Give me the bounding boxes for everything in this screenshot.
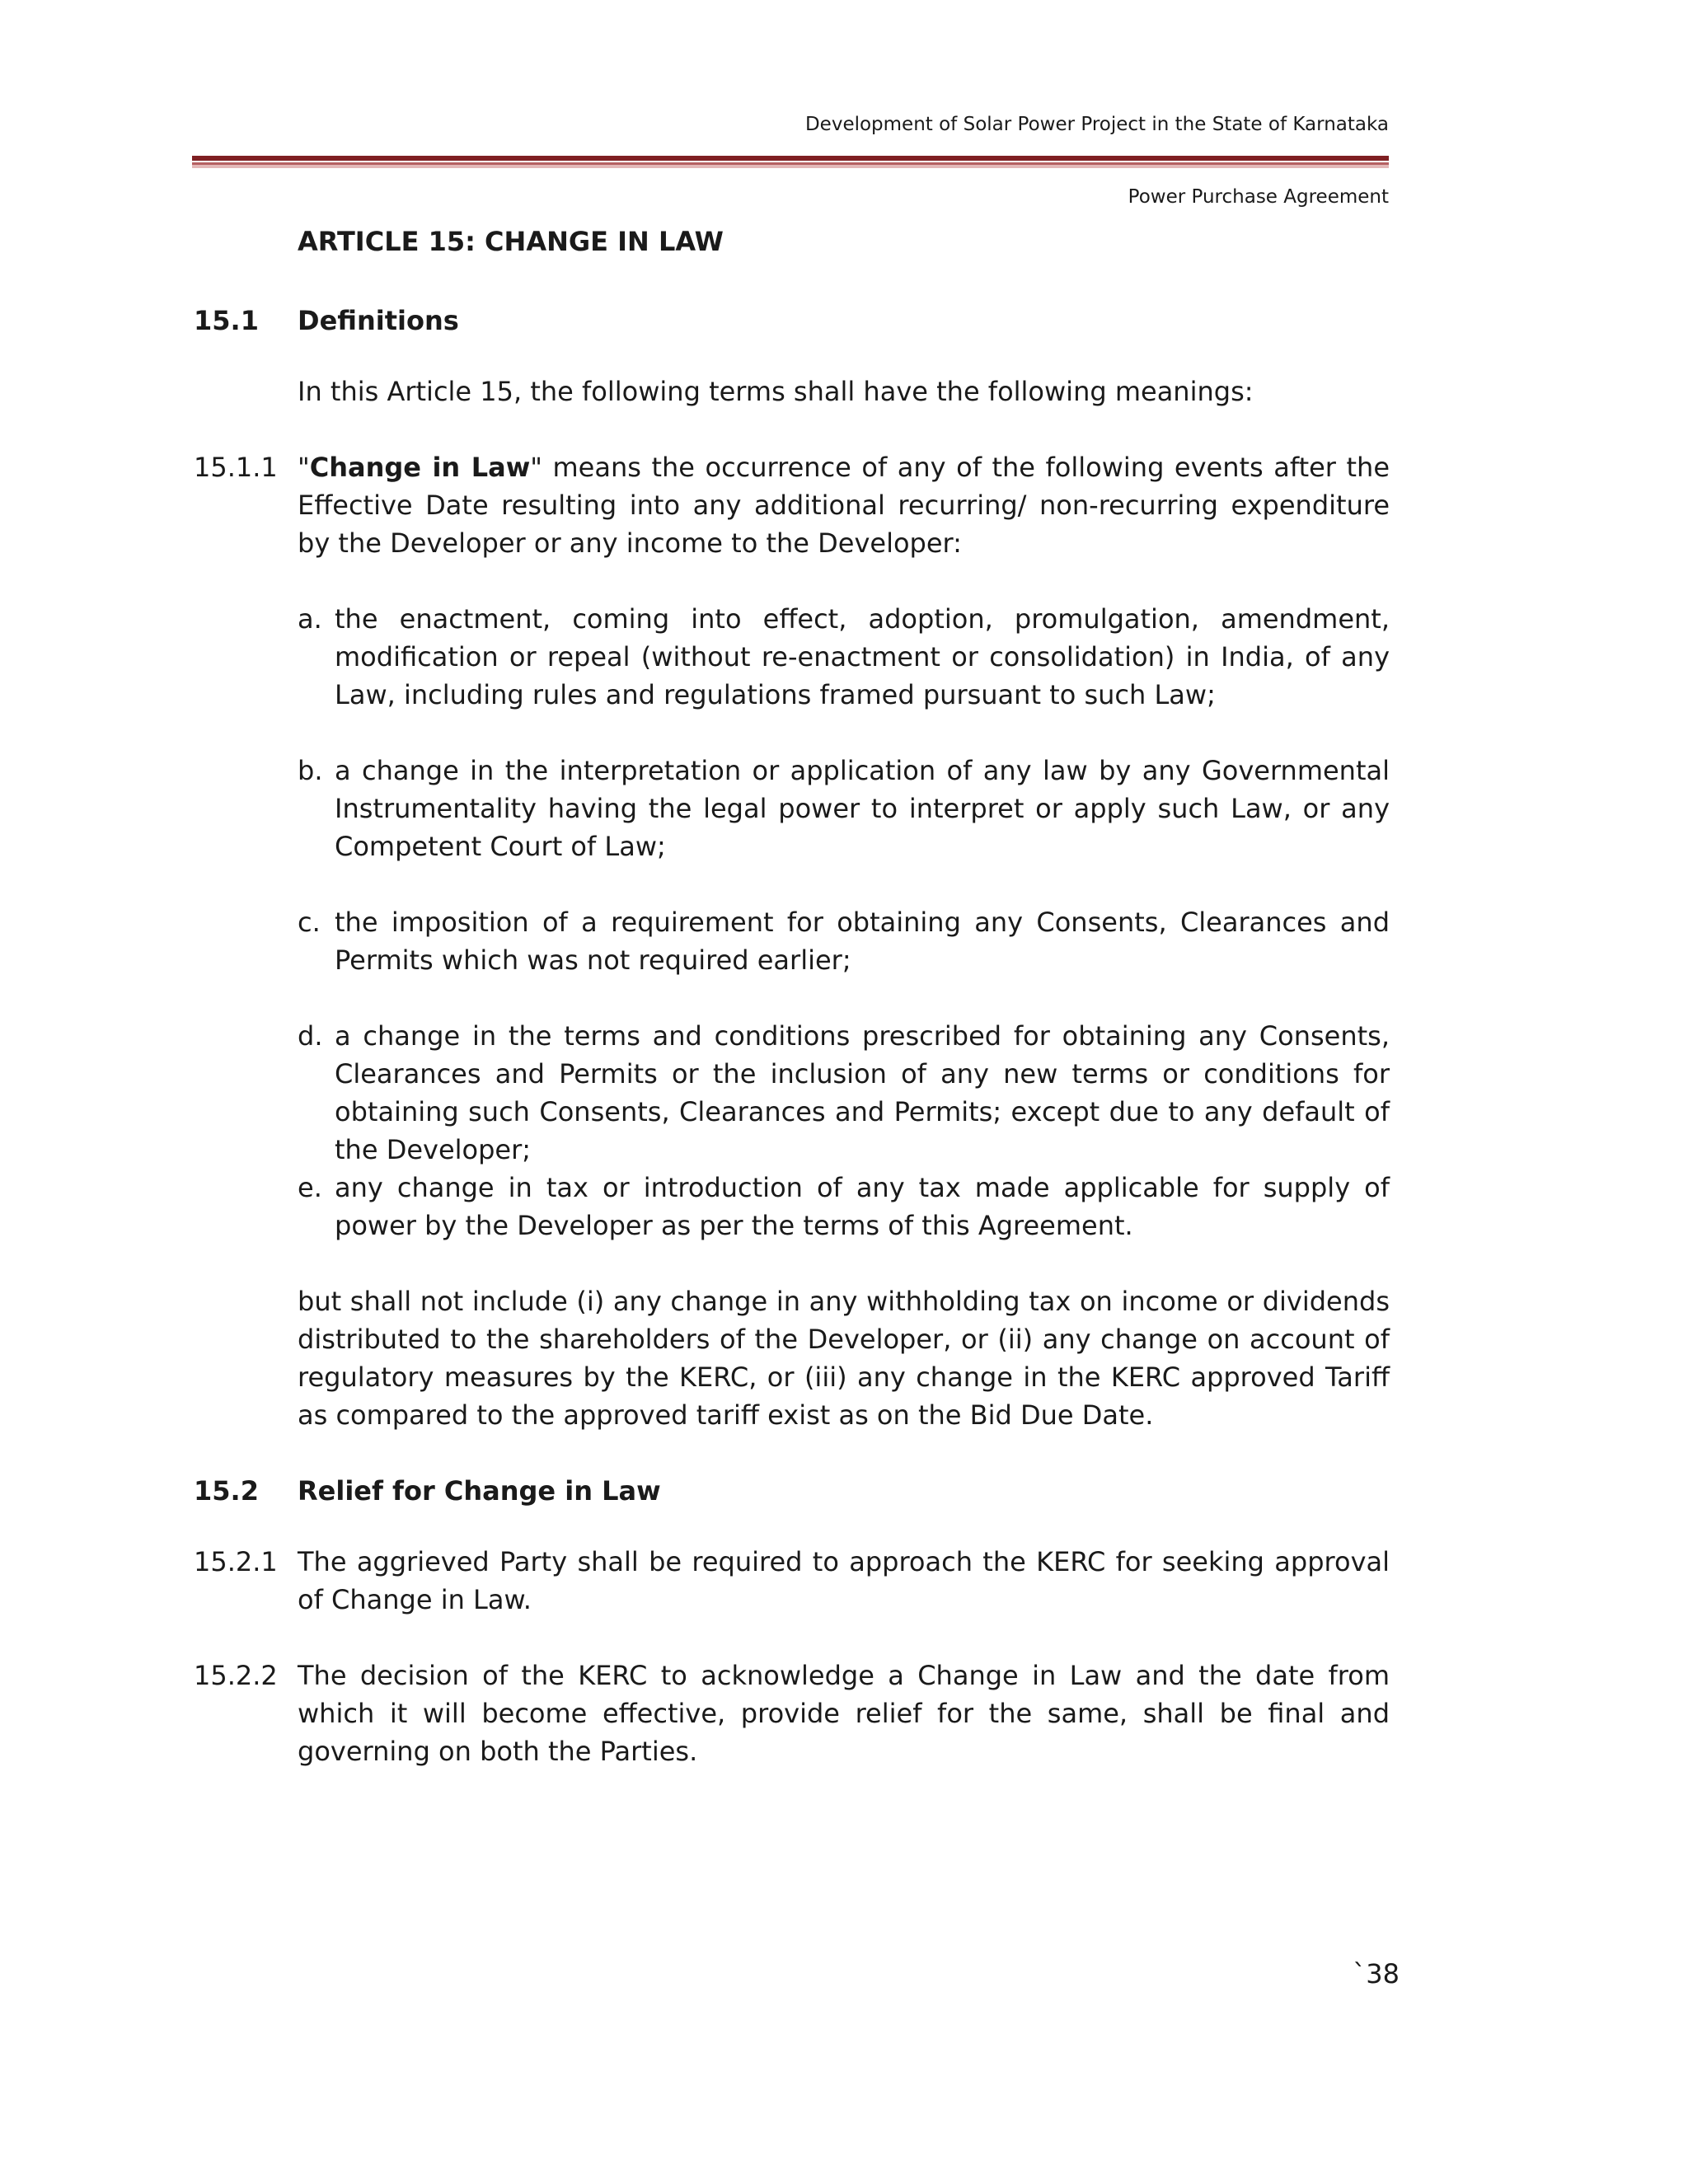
page-number: `38 xyxy=(1353,1958,1400,1990)
clause-number-15-1-1: 15.1.1 xyxy=(194,452,278,483)
list-item-text: the imposition of a requirement for obtaining any Consents, Clearances and Permits which was not required earlier; xyxy=(335,907,1390,976)
list-item-text: the enactment, coming into effect, adoption, promulgation, amendment, modification or repeal (without re-enactment or consolidation) in India, of any Law, including rules and regulations framed pursuant to such Law; xyxy=(335,603,1390,710)
list-item-d xyxy=(298,1017,1390,1169)
list-item-label: d. xyxy=(298,1020,323,1052)
clause-15-2-1-text: The aggrieved Party shall be required to approach the KERC for seeking approval of Change in Law. xyxy=(298,1546,1390,1615)
change-in-law-definition xyxy=(298,448,1390,562)
list-item-label: a. xyxy=(298,603,322,635)
section-heading-definitions: Definitions xyxy=(298,305,459,336)
list-item-label: c. xyxy=(298,907,321,938)
list-item-text: a change in the interpretation or application of any law by any Governmental Instrumentality having the legal power to interpret or apply such Law, or any Competent Court of Law; xyxy=(335,755,1390,862)
list-item-e xyxy=(298,1169,1390,1244)
list-item-label: e. xyxy=(298,1172,322,1203)
list-item-c xyxy=(298,903,1390,979)
definitions-intro: In this Article 15, the following terms shall have the following meanings: xyxy=(298,376,1254,407)
running-header-subtitle: Power Purchase Agreement xyxy=(1128,186,1389,208)
quote-close: " xyxy=(530,452,542,483)
list-item-label: b. xyxy=(298,755,323,786)
clause-number-15-2-2: 15.2.2 xyxy=(194,1660,278,1691)
article-title: ARTICLE 15: CHANGE IN LAW xyxy=(298,226,724,257)
list-item-a xyxy=(298,600,1390,714)
list-item-text: any change in tax or introduction of any tax made applicable for supply of power by the Developer as per the terms of this Agreement. xyxy=(335,1172,1390,1241)
section-number-15-2: 15.2 xyxy=(194,1475,259,1507)
section-number-15-1: 15.1 xyxy=(194,305,259,336)
quote-open: " xyxy=(298,452,310,483)
header-rule xyxy=(192,156,1389,168)
exclusion-paragraph: but shall not include (i) any change in any withholding tax on income or dividends distributed to the shareholders of the Developer, or (ii) any change on account of regulatory measures by the KERC, or (iii) any change in the KERC approved Tariff as compared to the approved tariff exist as on the Bid Due Date. xyxy=(298,1286,1390,1431)
clause-15-2-2-text: The decision of the KERC to acknowledge a Change in Law and the date from which it will become effective, provide relief for the same, shall be final and governing on both the Parties. xyxy=(298,1660,1390,1767)
section-heading-relief: Relief for Change in Law xyxy=(298,1475,661,1507)
list-item-text: a change in the terms and conditions prescribed for obtaining any Consents, Clearances and Permits or the inclusion of any new terms or conditions for obtaining such Consents, Clearances and Permits; except due to any default of the Developer; xyxy=(335,1020,1390,1165)
definition-text: means the occurrence of any of the following events after the Effective Date resulting into any additional recurring/ non-recurring expenditure by the Developer or any income to the Developer: xyxy=(298,452,1390,559)
defined-term: Change in Law xyxy=(309,452,531,483)
running-header-title: Development of Solar Power Project in the State of Karnataka xyxy=(804,114,1389,135)
list-item-b xyxy=(298,752,1390,865)
clause-number-15-2-1: 15.2.1 xyxy=(194,1546,278,1577)
